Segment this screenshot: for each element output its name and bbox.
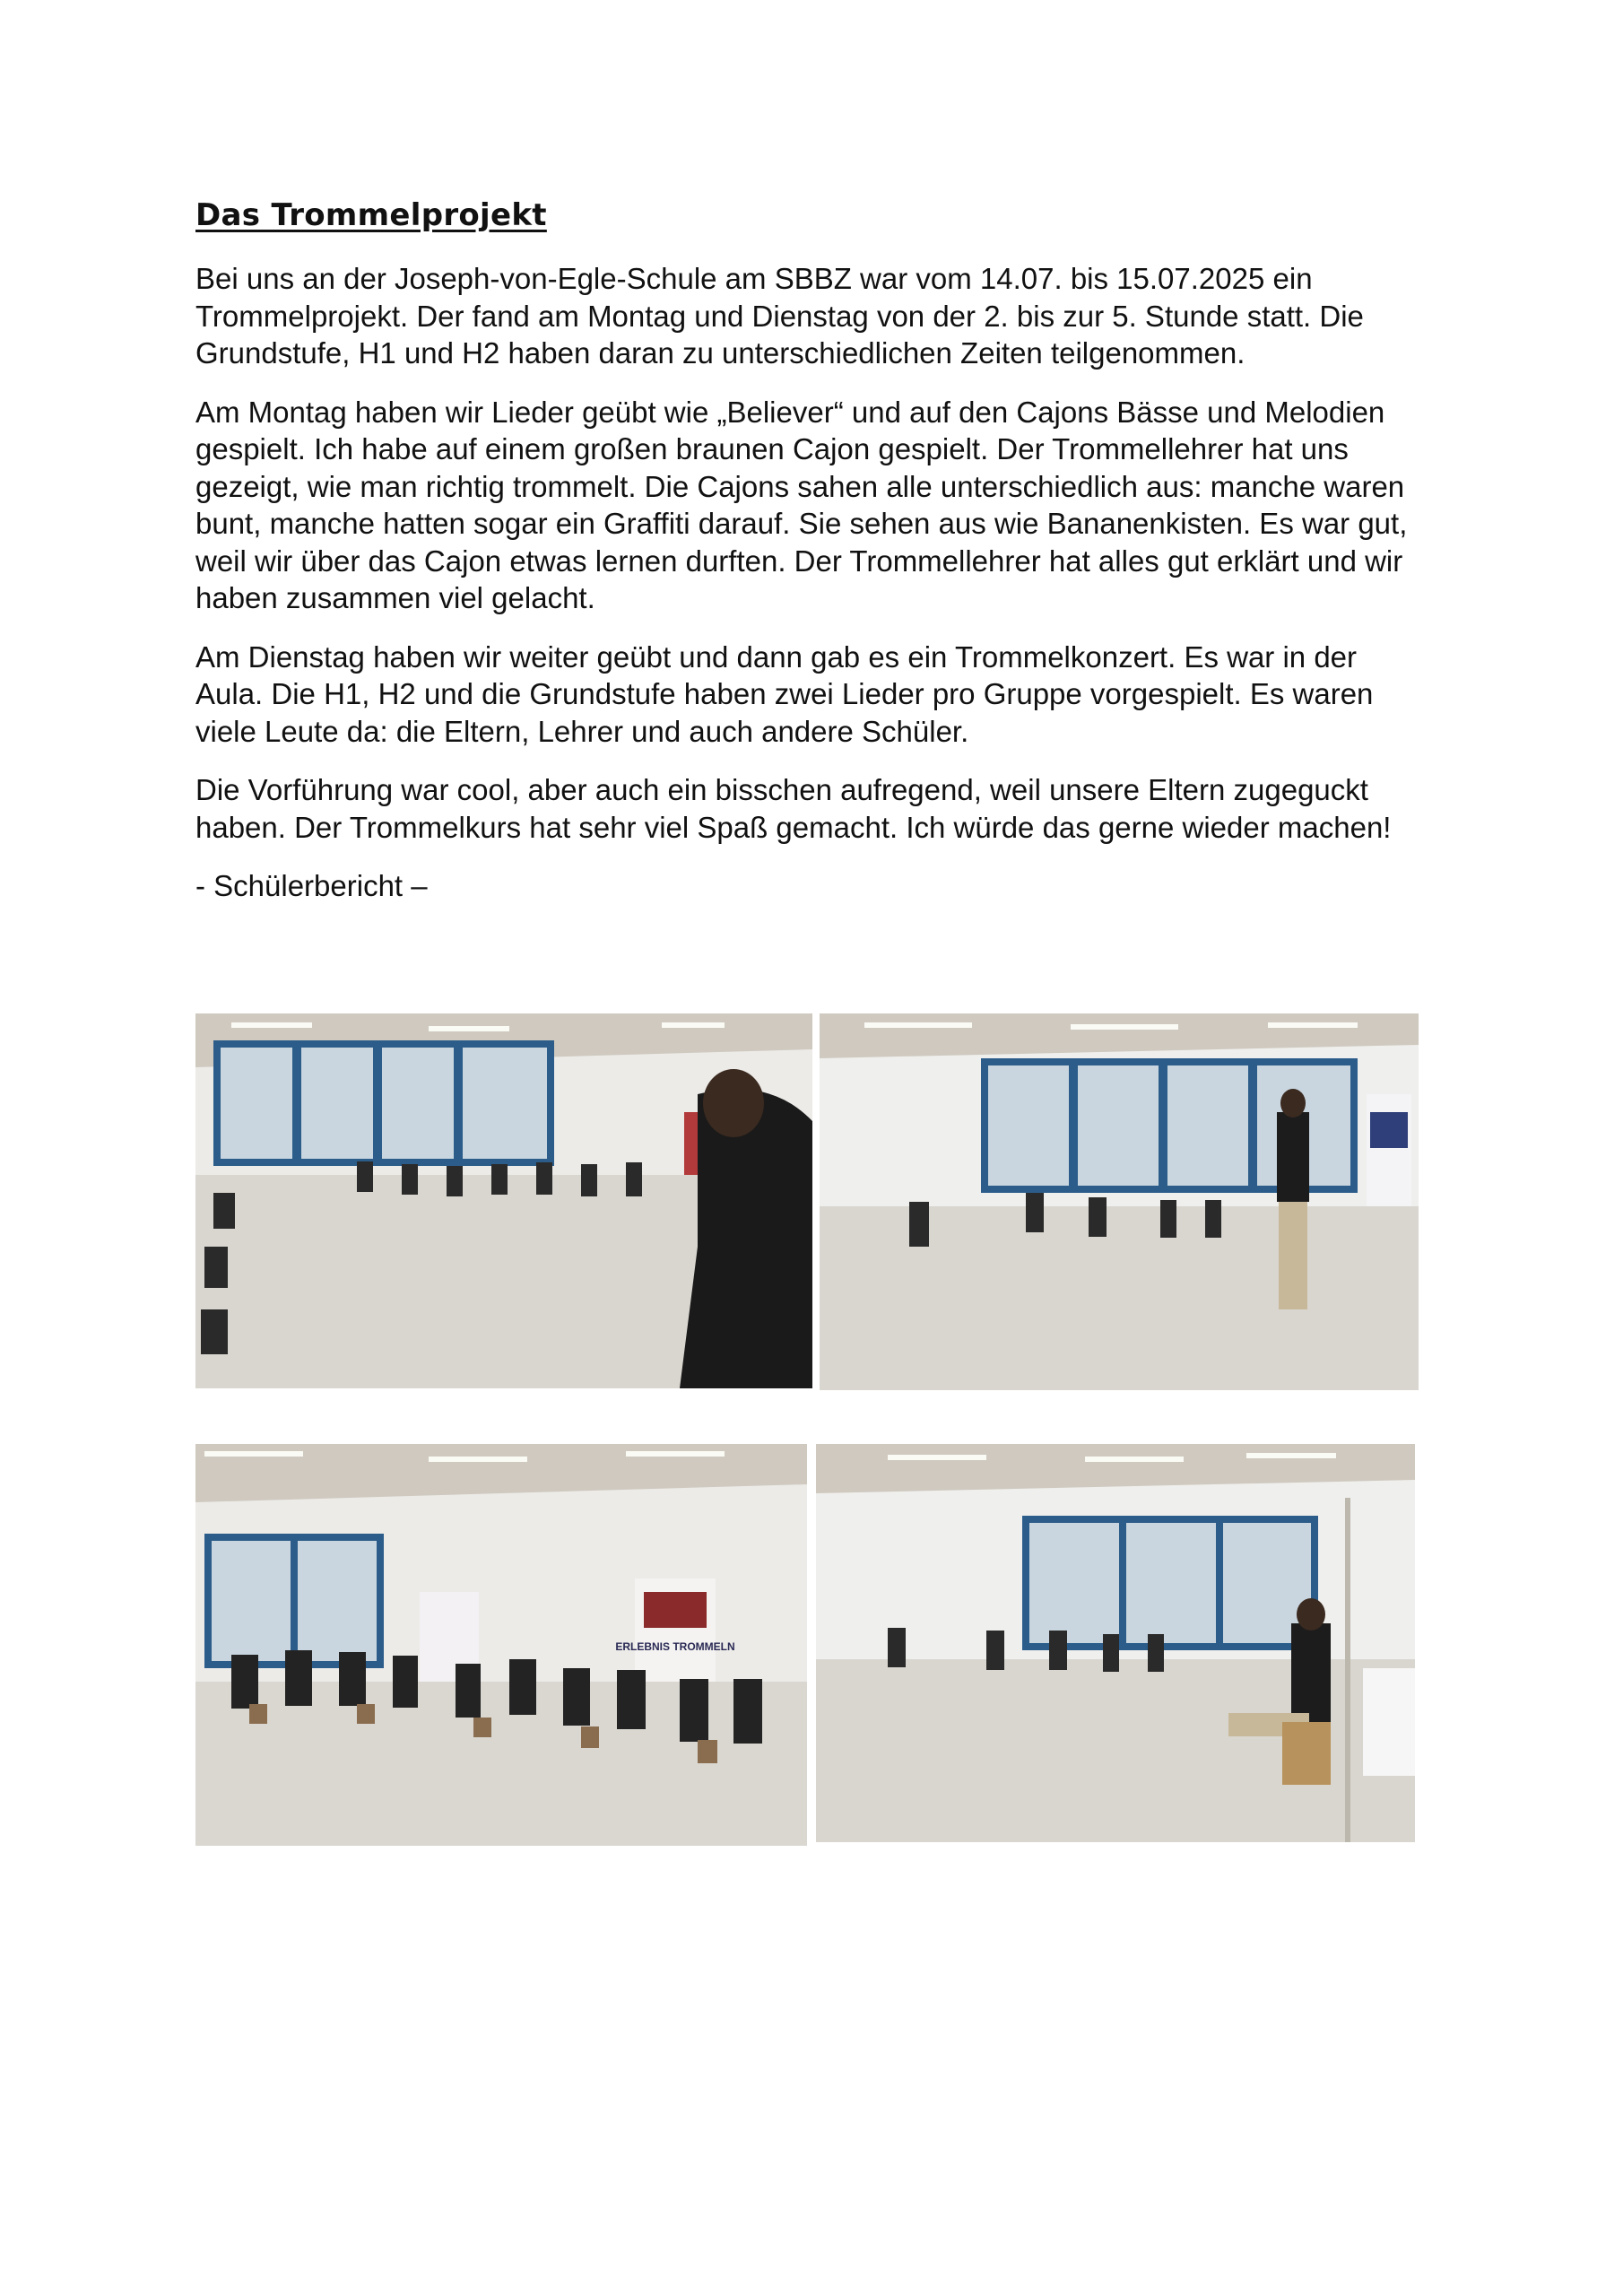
text-line: viele Leute da: die Eltern, Lehrer und auch andere Schüler. [195, 714, 969, 748]
photo-2-illustration [820, 1013, 1419, 1390]
text-line: Bei uns an der Joseph-von-Egle-Schule am SBBZ war vom 14.07. bis 15.07.2025 ein [195, 262, 1313, 295]
text-line: haben zusammen viel gelacht. [195, 581, 595, 614]
text-line: gezeigt, wie man richtig trommelt. Die Cajons sahen alle unterschiedlich aus: manche waren [195, 469, 1405, 503]
photo-students-on-cajons [195, 1444, 807, 1846]
paragraph-intro [195, 260, 1451, 372]
banner-text: ERLEBNIS TROMMELN [615, 1640, 735, 1653]
text-line: Am Dienstag haben wir weiter geübt und dann gab es ein Trommelkonzert. Es war in der [195, 639, 1358, 674]
text-line: Aula. Die H1, H2 und die Grundstufe haben zwei Lieder pro Gruppe vorgespielt. Es waren [195, 677, 1374, 710]
page-title: Das Trommelprojekt [195, 197, 547, 233]
photo-4-illustration [816, 1444, 1415, 1842]
paragraph-signature [195, 867, 1451, 905]
text-line: weil wir über das Cajon etwas lernen durften. Der Trommellehrer hat alles gut erklärt und wir [195, 544, 1403, 578]
photo-drum-teacher [820, 1013, 1419, 1390]
photo-circle-of-students [195, 1013, 812, 1388]
paragraph-monday [195, 394, 1451, 617]
text-line: haben. Der Trommelkurs hat sehr viel Spaß gemacht. Ich würde das gerne wieder machen! [195, 810, 1392, 844]
text-line: - Schülerbericht – [195, 869, 428, 902]
photo-teacher-playing-cajon [816, 1444, 1415, 1842]
paragraph-tuesday [195, 639, 1451, 751]
photo-1-illustration [195, 1013, 812, 1388]
text-line: gespielt. Ich habe auf einem großen braunen Cajon gespielt. Der Trommellehrer hat uns [195, 432, 1349, 465]
article-body [195, 260, 1451, 926]
text-line: Am Montag haben wir Lieder geübt wie „Believer“ und auf den Cajons Bässe und Melodien [195, 395, 1385, 429]
text-line: Trommelprojekt. Der fand am Montag und Dienstag von der 2. bis zur 5. Stunde statt. Die [195, 299, 1364, 333]
paragraph-conclusion [195, 771, 1451, 846]
photo-3-illustration [195, 1444, 807, 1846]
text-line: bunt, manche hatten sogar ein Graffiti darauf. Sie sehen aus wie Bananenkisten. Es war gut, [195, 507, 1408, 540]
text-line: Grundstufe, H1 und H2 haben daran zu unterschiedlichen Zeiten teilgenommen. [195, 336, 1245, 370]
text-line: Die Vorführung war cool, aber auch ein bisschen aufregend, weil unsere Eltern zugeguckt [195, 773, 1368, 806]
